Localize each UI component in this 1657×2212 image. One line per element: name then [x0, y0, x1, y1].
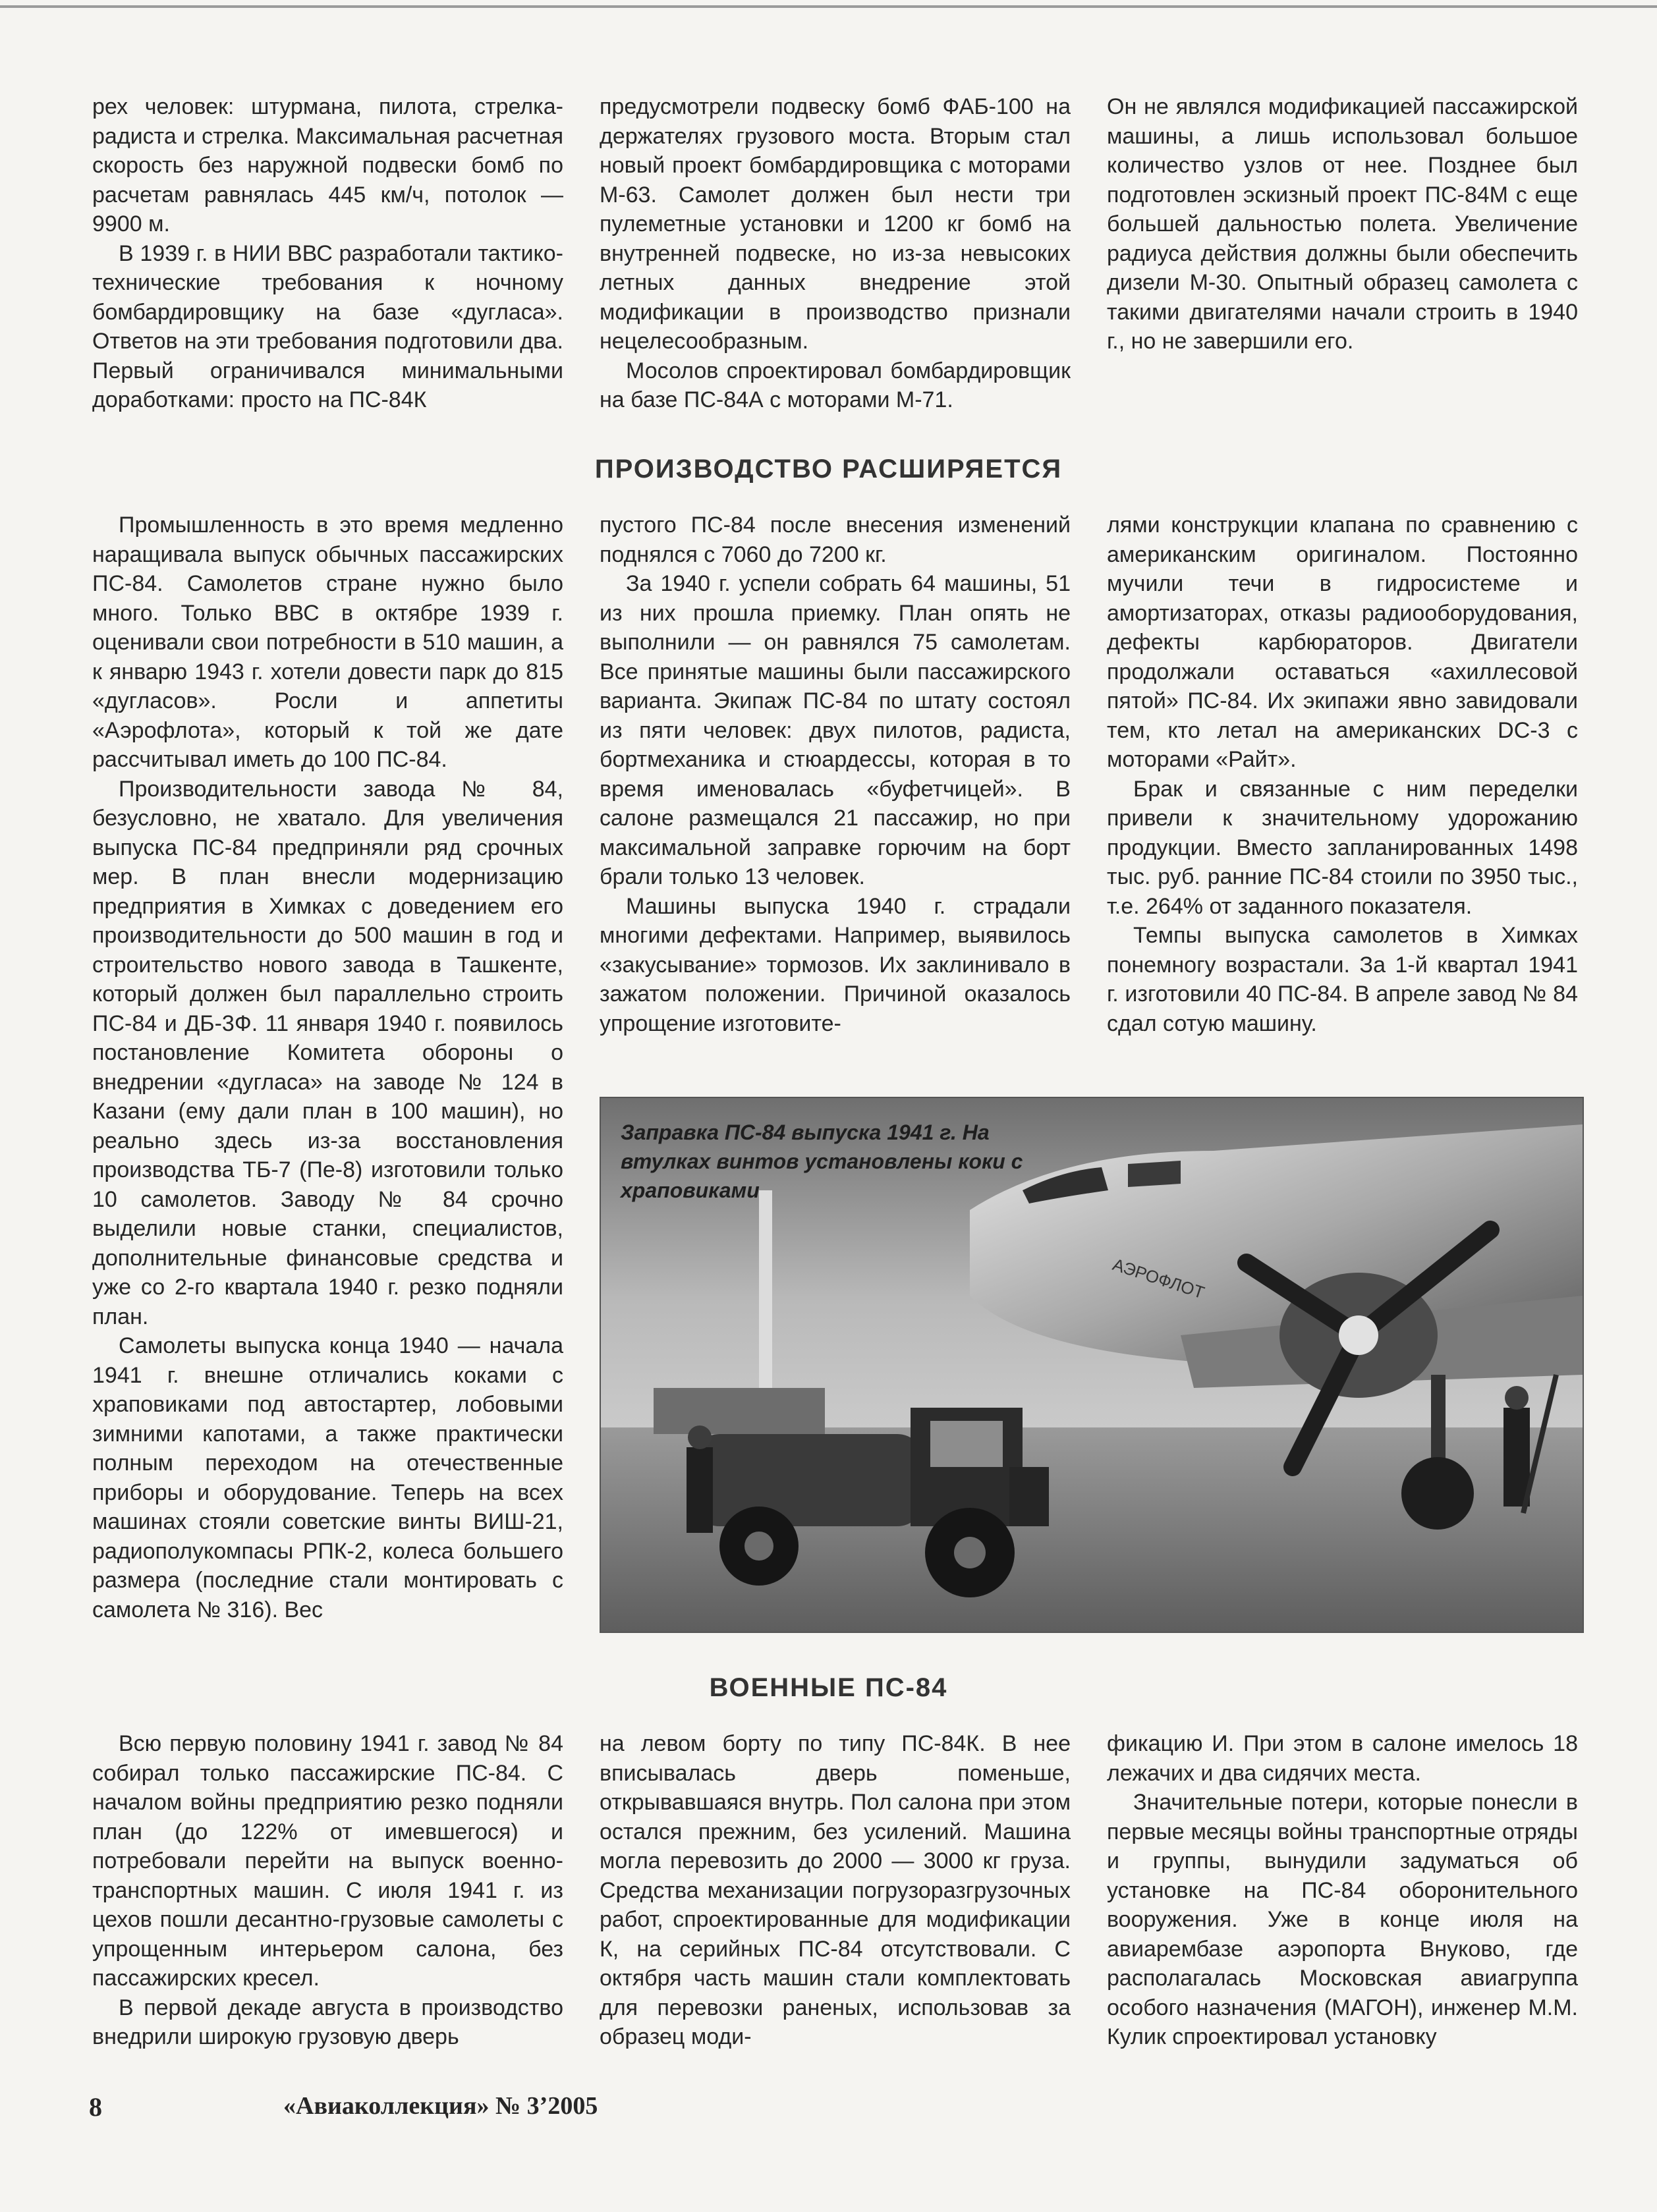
- magazine-title: «Авиаколлекция» № 3’2005: [283, 2092, 598, 2120]
- paragraph: За 1940 г. успели собрать 64 машины, 51 из них прошла приемку. План опять не выполнили — он равнялся 75 самолетам. Все принятые машины были пассажирского варианта. Экипаж ПС-84 по штату состоял из пяти человек: двух пилотов, радиста, бортмеханика и стюардессы, которая в то время именовалась «буфетчицей». В салоне размещался 21 пассажир, но при максимальной заправке горючим на борт брали только 13 человек.: [600, 571, 1071, 889]
- section-heading-production: ПРОИЗВОДСТВО РАСШИРЯЕТСЯ: [594, 455, 1063, 484]
- top-column-2: [600, 92, 1071, 415]
- military-column-1: [92, 1729, 563, 2052]
- page-number: 8: [89, 2092, 102, 2122]
- paragraph: на левом борту по типу ПС-84К. В нее вписывалась дверь поменьше, открывавшаяся внутрь. Пол салона при этом остался прежним, без усилений. Машина могла перевозить до 2000 — 3000 кг груза. Средства механизации погрузоразгрузочных работ, спроектированные для модификации К, на серийных ПС-84 отсутствовали. С октября часть машин стали комплектовать для перевозки раненых, использовав за образец моди-: [600, 1731, 1071, 2049]
- top-column-3: [1107, 92, 1578, 415]
- top-column-1: [92, 92, 563, 415]
- paragraph: Всю первую половину 1941 г. завод № 84 собирал только пассажирские ПС-84. С началом войны предприятию резко подняли план (до 122% от имевшегося) и потребовали перейти на выпуск военно-транспортных машин. С июля 1941 г. из цехов пошли десантно-грузовые самолеты с упрощенным интерьером салона, без пассажирских кресел.: [92, 1731, 563, 1991]
- photo-refueling: [600, 1097, 1584, 1633]
- paragraph: фикацию И. При этом в салоне имелось 18 лежачих и два сидячих места.: [1107, 1731, 1578, 1786]
- military-text-block: [92, 1729, 1578, 2052]
- paragraph: Промышленность в это время медленно наращивала выпуск обычных пассажирских ПС-84. Самолетов стране нужно было много. Только ВВС в октябре 1939 г. оценивали свои потребности в 510 машин, а к январю 1943 г. хотели довести парк до 815 «дугласов». Росли и аппетиты «Аэрофлота», который к той же дате рассчитывал иметь до 100 ПС-84.: [92, 512, 563, 772]
- paragraph: Брак и связанные с ним переделки привели к значительному удорожанию продукции. Вместо запланированных 1498 тыс. руб. ранние ПС-84 стоили по 3950 тыс., т.е. 264% от заданного показателя.: [1107, 776, 1578, 919]
- photo-caption: Заправка ПС-84 выпуска 1941 г. На втулках винтов установлены коки с храповиками: [621, 1120, 1023, 1202]
- paragraph: рех человек: штурмана, пилота, стрелка-радиста и стрелка. Максимальная расчетная скорость без наружной подвески бомб по расчетам равнялась 445 км/ч, потолок — 9900 м.: [92, 94, 563, 236]
- paragraph: Значительные потери, которые понесли в первые месяцы войны транспортные отряды и группы, вынудили задуматься об установке на ПС-84 оборонительного вооружения. Уже в конце июля на авиарембазе аэропорта Внуково, где располагалась Московская авиагруппа особого назначения (МАГОН), инженер М.М. Кулик спроектировал установку: [1107, 1790, 1578, 2049]
- paragraph: предусмотрели подвеску бомб ФАБ-100 на держателях грузового моста. Вторым стал новый проект бомбардировщика с моторами М-63. Самолет должен был нести три пулеметные установки и 1200 кг бомб на внутренней подвеске, но из-за невысоких летных данных внедрение этой модификации в производство признали нецелесообразным.: [600, 94, 1071, 354]
- paragraph: пустого ПС-84 после внесения изменений поднялся с 7060 до 7200 кг.: [600, 512, 1071, 567]
- paragraph: Самолеты выпуска конца 1940 — начала 1941 г. внешне отличались коками с храповиками под автостартер, лобовыми зимними капотами, а также практически полным переходом на отечественные приборы и оборудование. Теперь на всех машинах стояли советские винты ВИШ-21, радиополукомпасы РПК-2, колеса большего размера (последние стали монтировать с самолета № 316). Вес: [92, 1333, 563, 1622]
- paragraph: В 1939 г. в НИИ ВВС разработали тактико-технические требования к ночному бомбардировщику на базе «дугласа». Ответов на эти требования подготовили два. Первый ограничивался минимальными доработками: просто на ПС-84К: [92, 240, 563, 412]
- section-heading-military: ВОЕННЫЕ ПС-84: [709, 1673, 948, 1702]
- fuselage-lettering: АЭРОФЛОТ: [1110, 1254, 1207, 1303]
- paragraph: Машины выпуска 1940 г. страдали многими дефектами. Например, выявилось «закусывание» тормозов. Их заклинивало в зажатом положении. Причиной оказалось упрощение изготовите-: [600, 893, 1071, 1036]
- top-rule: [0, 5, 1657, 8]
- paragraph: Он не являлся модификацией пассажирской машины, а лишь использовал большое количество узлов от нее. Позднее был подготовлен эскизный проект ПС-84М с еще большей дальностью полета. Увеличение радиуса действия должны были обеспечить дизели М-30. Опытный образец самолета с такими двигателями начали строить в 1940 г., но не завершили его.: [1107, 94, 1578, 354]
- paragraph: В первой декаде августа в производство внедрили широкую грузовую дверь: [92, 1995, 563, 2049]
- paragraph: Темпы выпуска самолетов в Химках понемногу возрастали. За 1-й квартал 1941 г. изготовили 40 ПС-84. В апреле завод № 84 сдал сотую машину.: [1107, 923, 1578, 1036]
- top-text-block: [92, 92, 1578, 415]
- paragraph: Производительности завода № 84, безусловно, не хватало. Для увеличения выпуска ПС-84 предприняли ряд срочных мер. В план внесли модернизацию предприятия в Химках с доведением его производительности до 500 машин в год и строительство нового завода в Ташкенте, который должен был параллельно строить ПС-84 и ДБ-3Ф. 11 января 1940 г. появилось постановление Комитета обороны о внедрении «дугласа» на заводе № 124 в Казани (ему дали план в 100 машин), но реально здесь из-за восстановления производства ТБ-7 (Пе-8) изготовили только 10 самолетов. Заводу № 84 срочно выделили новые станки, специалистов, дополнительные финансовые средства и уже со 2-го квартала 1940 г. резко подняли план.: [92, 776, 563, 1329]
- military-column-2: [600, 1729, 1071, 2052]
- paragraph: Мосолов спроектировал бомбардировщик на базе ПС-84А с моторами М-71.: [600, 358, 1071, 412]
- production-column-1: [92, 511, 563, 1624]
- military-column-3: [1107, 1729, 1578, 2052]
- paragraph: лями конструкции клапана по сравнению с американским оригиналом. Постоянно мучили течи в гидросистеме и амортизаторах, отказы радиооборудования, дефекты карбюраторов. Двигатели продолжали оставаться «ахиллесовой пятой» ПС-84. Их экипажи явно завидовали тем, кто летал на американских DC-3 с моторами «Райт».: [1107, 512, 1578, 772]
